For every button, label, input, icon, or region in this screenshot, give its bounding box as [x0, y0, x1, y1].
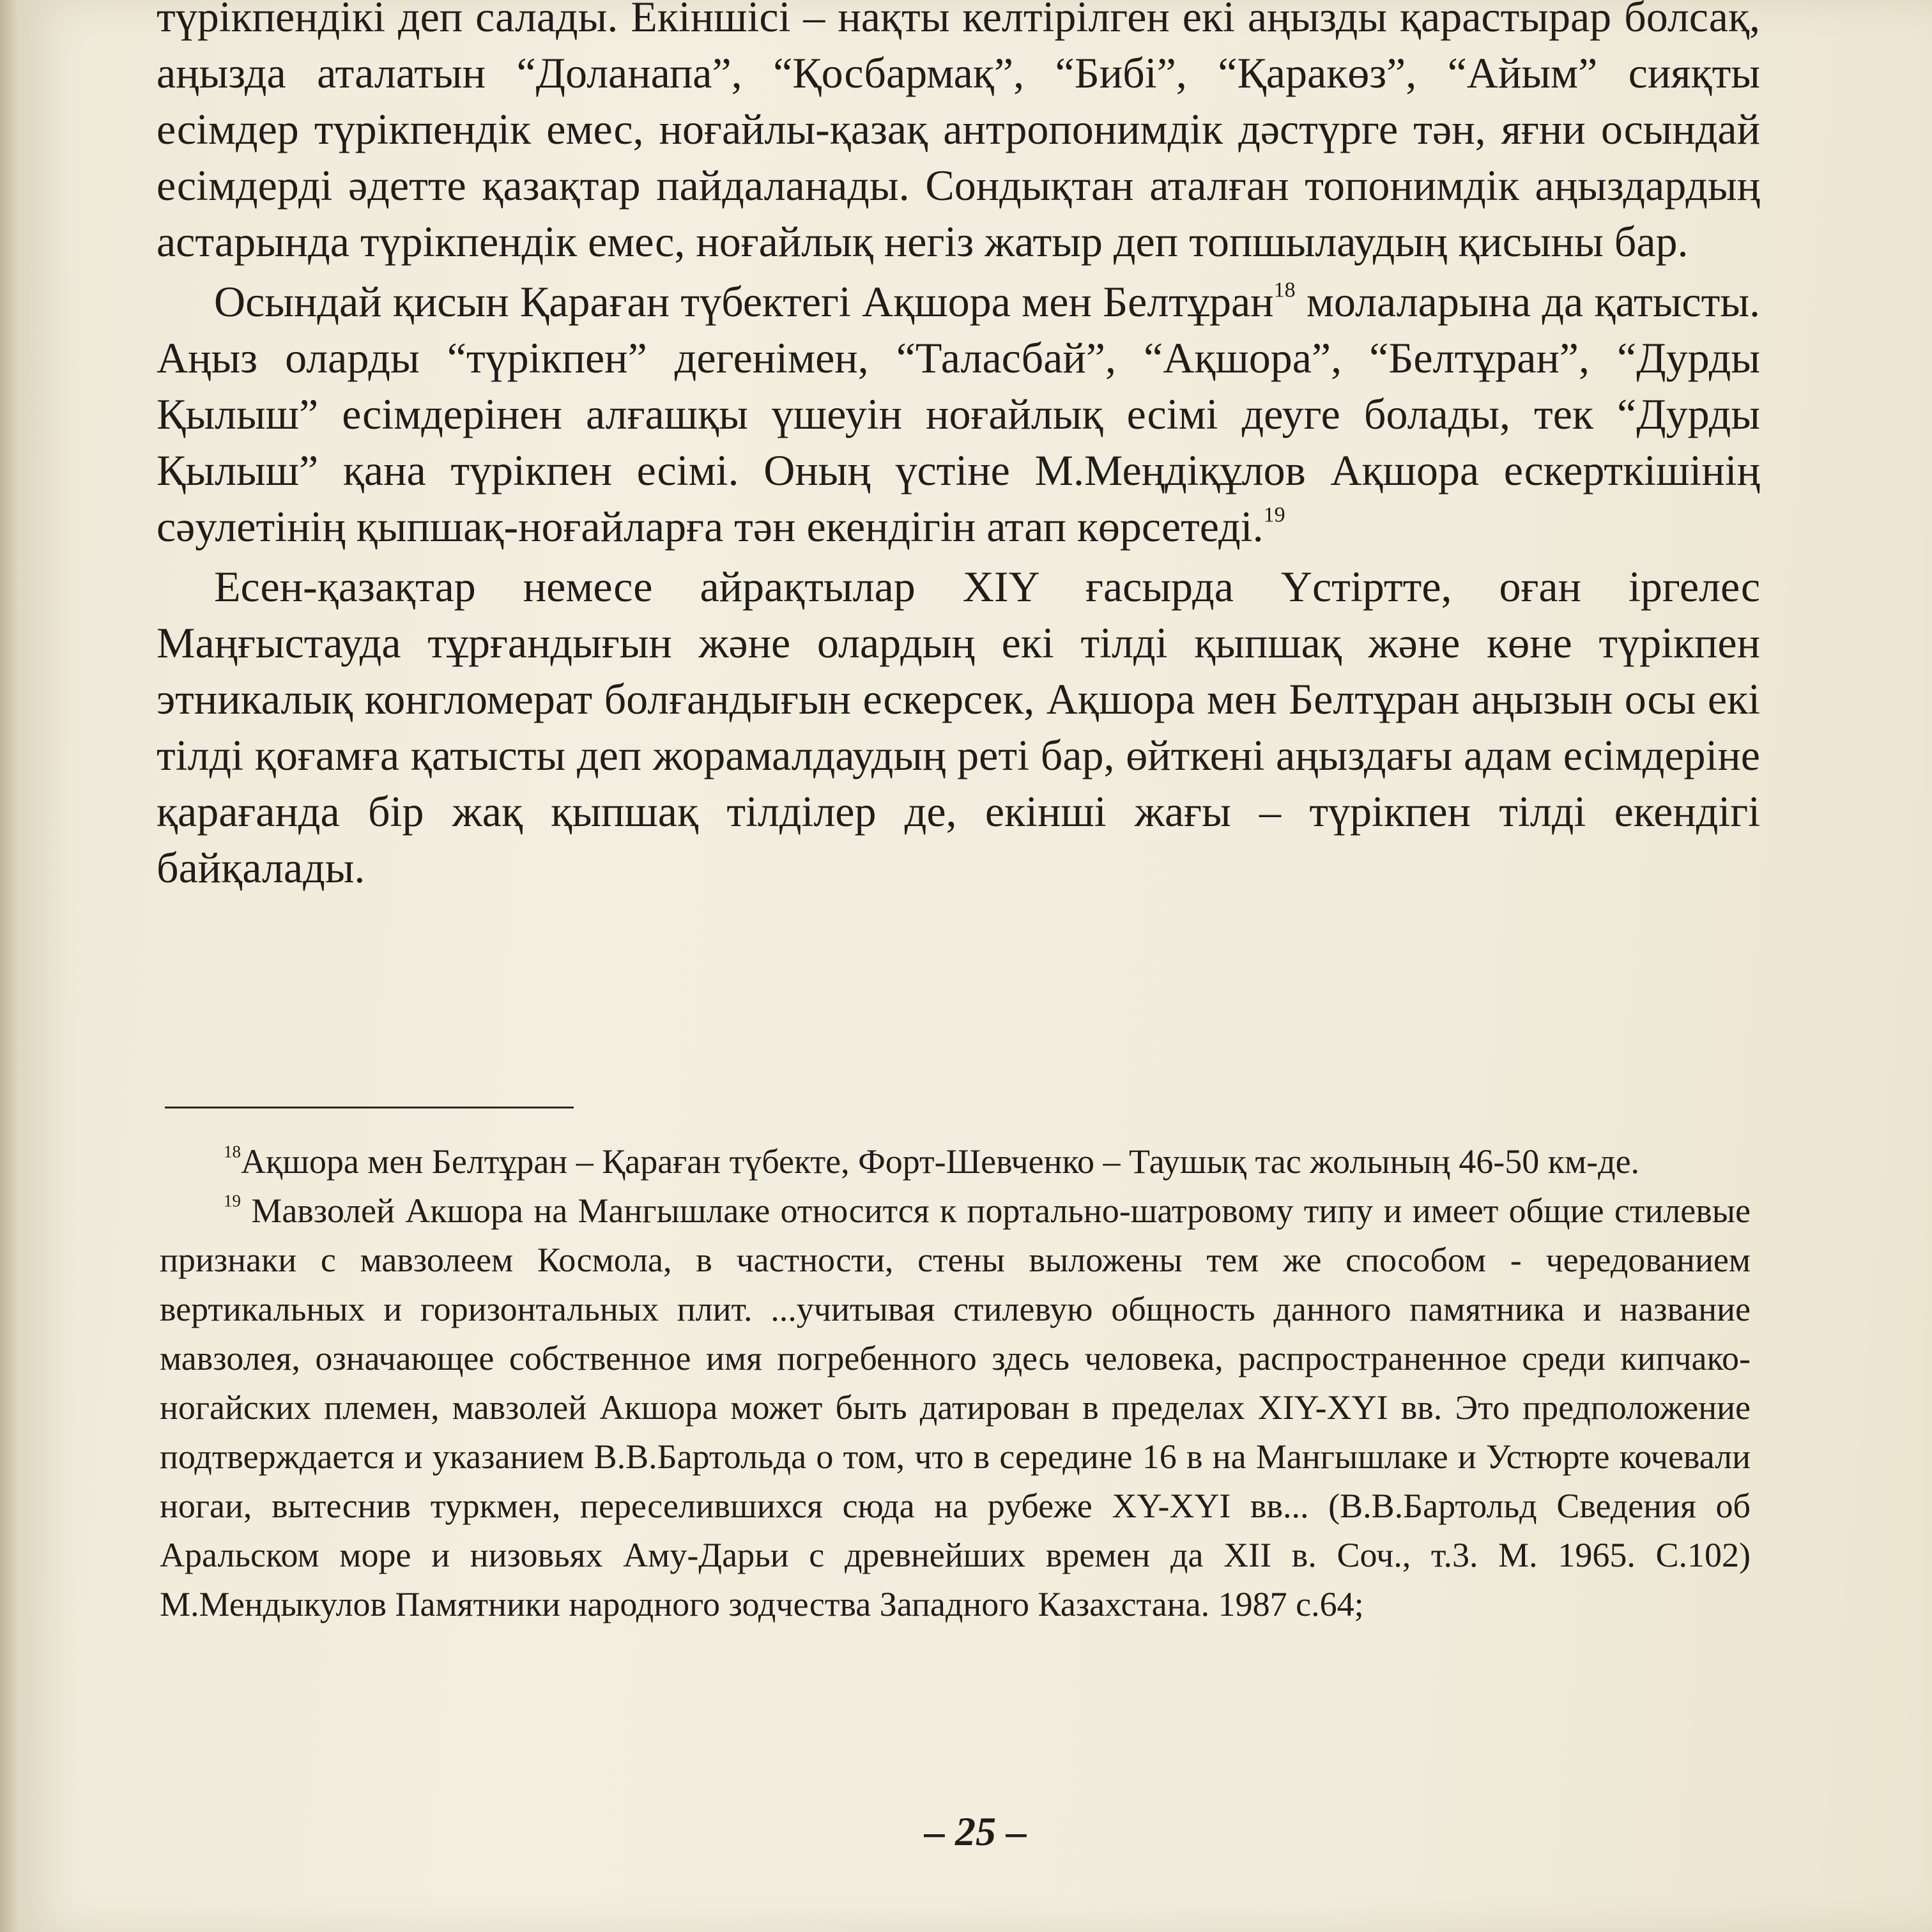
footnote-ref-19[interactable]: 19: [1263, 503, 1285, 527]
page-number: – 25 –: [924, 1809, 1027, 1854]
footnote-18: [160, 1137, 1751, 1186]
footnotes: [160, 1137, 1751, 1629]
footnote-19-number: 19: [224, 1191, 241, 1211]
paragraph-3: Есен-қазақтар немесе айрақтылар XIY ғасырда Үстіртте, оған іргелес Маңғыстауда тұрғандығын және олардың екі тілді қыпшақ және көне түрікпен этникалық конгломерат болғандығын ескерсек, Ақшора мен Белтұран аңызын осы екі тілді қоғамға қатысты деп жорамалдаудың реті бар, өйткені аңыздағы адам есімдеріне қарағанда бір жақ қыпшақ тілділер де, екінші жағы – түрікпен тілді екендігі байқалады.: [157, 562, 1760, 892]
footnote-18-text: Ақшора мен Белтұран – Қараған түбекте, Форт-Шевченко – Таушық тас жолының 46-50 км-де.: [241, 1142, 1640, 1181]
main-text: [157, 0, 1760, 896]
footnote-19: [160, 1186, 1751, 1629]
footnote-19-text: Мавзолей Акшора на Мангышлаке относится к портально-шатровому типу и имеет общие стилевые признаки с мавзолеем Космола, в частности, стены выложены тем же способом - чередованием вертикальных и горизонтальных плит. ...учитывая стилевую общность данного памятника и название мавзолея, означающее собственное имя погребенного здесь человека, распространенное среди кипчако-ногайских племен, мавзолей Акшора может быть датирован в пределах XIY-XYI вв. Это предположение подтверждается и указанием В.В.Бартольда о том, что в середине 16 в на Мангышлаке и Устюрте кочевали ногаи, вытеснив туркмен, переселившихся сюда на рубеже XY-XYI вв... (В.В.Бартольд Сведения об Аральском море и низовьях Аму-Дарьи с древнейших времен да XII в. Соч., т.3. М. 1965. С.102) М.Мендыкулов Памятники народного зодчества Западного Казахстана. 1987 с.64;: [160, 1192, 1751, 1623]
book-page: [19, 0, 1932, 1932]
book-spine-shadow: [0, 0, 19, 1932]
paragraph-1: түрікпендікі деп салады. Екіншісі – нақты келтірілген екі аңызды қарастырар болсақ, аңызда аталатын “Доланапа”, “Қосбармақ”, “Бибі”, “Қаракөз”, “Айым” сияқты есімдер түрікпендік емес, ноғайлы-қазақ антропонимдік дәстүрге тән, яғни осындай есімдерді әдетте қазақтар пайдаланады. Сондықтан аталған топонимдік аңыздардың астарында түрікпендік емес, ноғайлық негіз жатыр деп топшылаудың қисыны бар.: [157, 0, 1760, 266]
paragraph-2: [157, 273, 1760, 555]
paragraph-2-part-b: молаларына да қатысты. Аңыз оларды “түрікпен” дегенімен, “Таласбай”, “Ақшора”, “Белтұран”, “Дурды Қылыш” есімдерінен алғашқы үшеуін ноғайлық есімі деуге болады, тек “Дурды Қылыш” қана түрікпен есімі. Оның үстіне М.Меңдіқұлов Ақшора ескерткішінің сәулетінің қыпшақ-ноғайларға тән екендігін атап көрсетеді.: [157, 277, 1761, 551]
footnote-divider: [165, 1107, 574, 1108]
paragraph-2-part-a: Осындай қисын Қараған түбектегі Ақшора мен Белтұран: [214, 277, 1274, 326]
footnote-18-number: 18: [224, 1142, 241, 1162]
footnote-ref-18[interactable]: 18: [1273, 278, 1296, 302]
